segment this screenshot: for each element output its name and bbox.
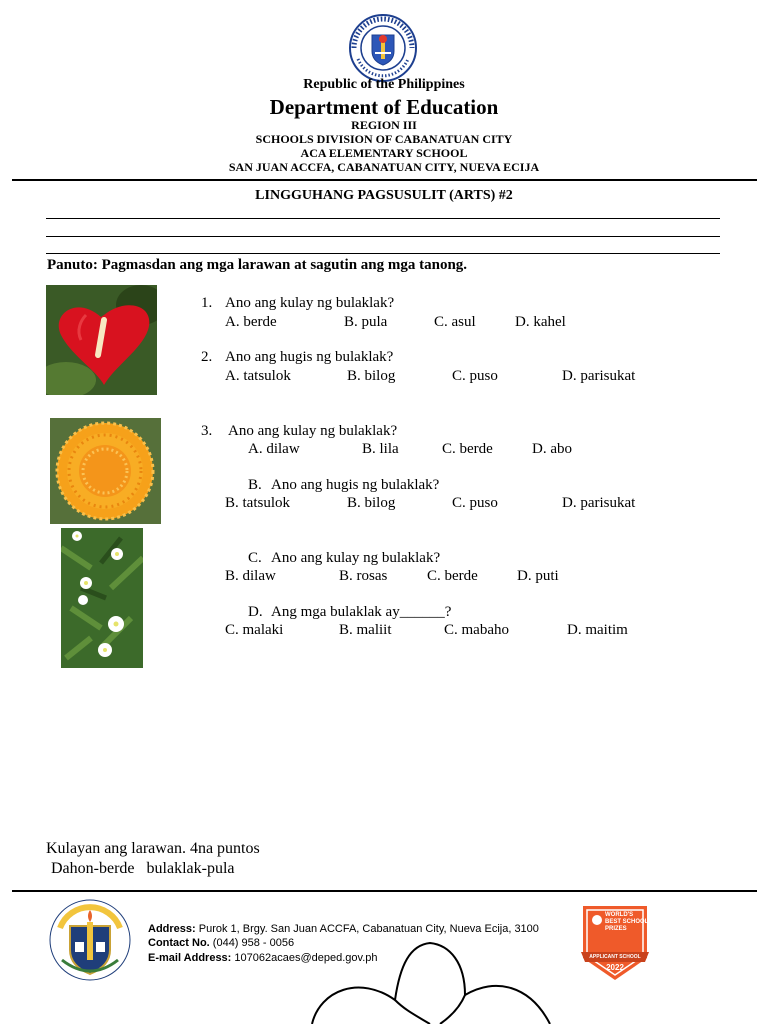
question-2-option-d[interactable]: D. parisukat (562, 368, 636, 384)
deped-seal (348, 13, 418, 83)
question-3-option-d[interactable]: D. abo (532, 441, 572, 457)
question-d-option-d[interactable]: D. maitim (567, 622, 628, 638)
question-2-text: Ano ang hugis ng bulaklak? (225, 349, 394, 365)
question-b-number: B. (248, 477, 262, 493)
award-line-2: BEST SCHOOL (605, 919, 649, 925)
address-label: Address: (148, 923, 196, 935)
school-address-text: SAN JUAN ACCFA, CABANATUAN CITY, NUEVA ECIJA (228, 160, 540, 174)
question-3-option-a[interactable]: A. dilaw (248, 441, 300, 457)
contact-value: (044) 958 - 0056 (209, 937, 295, 949)
answer-line-1 (46, 218, 720, 219)
school-text: ACA ELEMENTARY SCHOOL (300, 146, 468, 160)
marigold-photo (50, 418, 161, 524)
division-text: SCHOOLS DIVISION OF CABANATUAN CITY (255, 132, 513, 146)
question-b-option-a[interactable]: B. tatsulok (225, 495, 291, 511)
award-line-3: PRIZES (605, 926, 627, 932)
white-flowers-photo (61, 528, 143, 668)
school-logo (48, 898, 132, 982)
question-c-option-d[interactable]: D. puti (517, 568, 559, 584)
question-c-number: C. (248, 550, 262, 566)
quiz-title: LINGGUHANG PAGSUSULIT (ARTS) #2 (255, 188, 513, 203)
question-d-option-b[interactable]: B. maliit (339, 622, 392, 638)
question-2-option-b[interactable]: B. bilog (347, 368, 396, 384)
award-line-1: WORLD'S (605, 912, 634, 918)
question-c-option-a[interactable]: B. dilaw (225, 568, 276, 584)
coloring-instruction: Kulayan ang larawan. 4na puntos (46, 840, 260, 857)
award-line-4: APPLICANT SCHOOL (589, 954, 641, 960)
question-d-number: D. (248, 604, 263, 620)
email-label: E-mail Address: (148, 952, 232, 964)
question-1-option-b[interactable]: B. pula (344, 314, 388, 330)
question-b-option-d[interactable]: D. parisukat (562, 495, 636, 511)
email-value[interactable]: 107062acaes@deped.gov.ph (231, 952, 378, 964)
question-1-option-c[interactable]: C. asul (434, 314, 476, 330)
question-3-option-b[interactable]: B. lila (362, 441, 399, 457)
question-3-option-c[interactable]: C. berde (442, 441, 493, 457)
question-c-option-c[interactable]: C. berde (427, 568, 478, 584)
award-year: 2022 (606, 963, 624, 972)
question-1-option-a[interactable]: A. berde (225, 314, 277, 330)
question-d-option-a[interactable]: C. malaki (225, 622, 284, 638)
instruction-text: Panuto: Pagmasdan ang mga larawan at sagutin ang mga tanong. (47, 257, 468, 273)
question-c-text: Ano ang kulay ng bulaklak? (271, 550, 441, 566)
anthurium-photo (46, 285, 157, 395)
question-3-text: Ano ang kulay ng bulaklak? (228, 423, 398, 439)
footer-divider (12, 890, 757, 892)
question-2-option-a[interactable]: A. tatsulok (225, 368, 291, 384)
header-divider (12, 179, 757, 181)
department-title: Department of Education (269, 95, 499, 119)
question-2-number: 2. (201, 349, 213, 365)
republic-text: Republic of the Philippines (303, 77, 465, 92)
question-1-text: Ano ang kulay ng bulaklak? (225, 295, 395, 311)
question-b-text: Ano ang hugis ng bulaklak? (271, 477, 440, 493)
question-b-option-b[interactable]: B. bilog (347, 495, 396, 511)
footer-contact (148, 935, 294, 951)
region-text: REGION III (351, 118, 417, 132)
question-1-number: 1. (201, 295, 213, 311)
contact-label: Contact No. (148, 937, 210, 949)
question-d-text: Ang mga bulaklak ay______? (271, 604, 452, 620)
question-2-option-c[interactable]: C. puso (452, 368, 498, 384)
award-badge (573, 902, 657, 982)
address-value: Purok 1, Brgy. San Juan ACCFA, Cabanatuan City, Nueva Ecija, 3100 (195, 923, 539, 935)
flower-outline-drawing (300, 935, 560, 1024)
answer-line-2 (46, 236, 720, 237)
question-3-number: 3. (201, 423, 213, 439)
answer-line-3 (46, 253, 720, 254)
question-1-option-d[interactable]: D. kahel (515, 314, 566, 330)
question-b-option-c[interactable]: C. puso (452, 495, 498, 511)
coloring-legend: Dahon-berde bulaklak-pula (51, 860, 235, 877)
question-d-option-c[interactable]: C. mabaho (444, 622, 509, 638)
question-c-option-b[interactable]: B. rosas (339, 568, 388, 584)
